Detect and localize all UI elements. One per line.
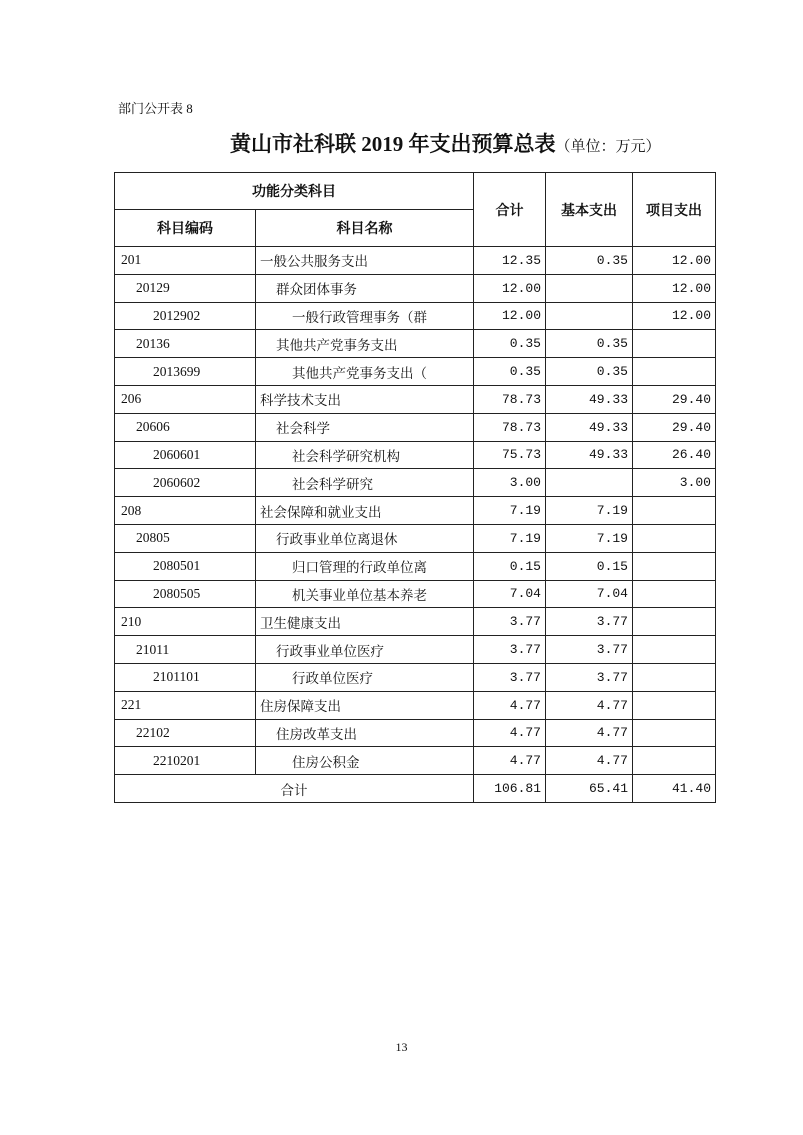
table-row xyxy=(115,552,716,580)
cell-basic: 4.77 xyxy=(546,747,633,775)
cell-total: 4.77 xyxy=(474,747,546,775)
cell-name: 社会保障和就业支出 xyxy=(256,497,474,525)
cell-name: 其他共产党事务支出（ xyxy=(256,358,474,386)
cell-code: 2210201 xyxy=(115,747,256,775)
budget-table xyxy=(114,172,716,803)
cell-basic: 3.77 xyxy=(546,663,633,691)
cell-basic: 49.33 xyxy=(546,413,633,441)
cell-code: 221 xyxy=(115,691,256,719)
total-row xyxy=(115,775,716,803)
cell-basic: 49.33 xyxy=(546,441,633,469)
cell-project xyxy=(633,691,716,719)
table-row xyxy=(115,247,716,275)
cell-project: 26.40 xyxy=(633,441,716,469)
cell-project xyxy=(633,608,716,636)
table-row xyxy=(115,330,716,358)
cell-name: 其他共产党事务支出 xyxy=(256,330,474,358)
total-sum: 106.81 xyxy=(474,775,546,803)
table-row xyxy=(115,358,716,386)
table-row xyxy=(115,469,716,497)
cell-name: 一般行政管理事务（群 xyxy=(256,302,474,330)
cell-code: 20805 xyxy=(115,524,256,552)
cell-total: 0.35 xyxy=(474,358,546,386)
cell-total: 3.77 xyxy=(474,608,546,636)
table-row xyxy=(115,441,716,469)
cell-basic: 7.19 xyxy=(546,497,633,525)
cell-basic xyxy=(546,469,633,497)
cell-code: 2060602 xyxy=(115,469,256,497)
unit-label: （单位：万元） xyxy=(555,139,661,155)
total-project: 41.40 xyxy=(633,775,716,803)
cell-project xyxy=(633,580,716,608)
cell-name: 社会科学研究机构 xyxy=(256,441,474,469)
cell-code: 206 xyxy=(115,385,256,413)
cell-code: 20129 xyxy=(115,274,256,302)
cell-total: 12.35 xyxy=(474,247,546,275)
cell-name: 一般公共服务支出 xyxy=(256,247,474,275)
cell-project: 12.00 xyxy=(633,247,716,275)
cell-name: 归口管理的行政单位离 xyxy=(256,552,474,580)
title-text: 黄山市社科联 2019 年支出预算总表 xyxy=(230,132,556,156)
cell-project: 12.00 xyxy=(633,302,716,330)
cell-project xyxy=(633,497,716,525)
cell-project xyxy=(633,747,716,775)
table-row xyxy=(115,608,716,636)
cell-total: 7.19 xyxy=(474,497,546,525)
cell-total: 78.73 xyxy=(474,385,546,413)
page-title xyxy=(230,128,661,158)
cell-project xyxy=(633,524,716,552)
cell-basic xyxy=(546,302,633,330)
cell-project xyxy=(633,358,716,386)
cell-project xyxy=(633,552,716,580)
cell-basic: 0.35 xyxy=(546,330,633,358)
cell-total: 3.00 xyxy=(474,469,546,497)
cell-basic: 3.77 xyxy=(546,636,633,664)
header-total: 合计 xyxy=(474,173,546,247)
table-row xyxy=(115,524,716,552)
cell-total: 7.19 xyxy=(474,524,546,552)
cell-project xyxy=(633,330,716,358)
cell-code: 2080505 xyxy=(115,580,256,608)
cell-code: 2080501 xyxy=(115,552,256,580)
cell-total: 4.77 xyxy=(474,691,546,719)
cell-basic: 7.04 xyxy=(546,580,633,608)
cell-basic: 0.15 xyxy=(546,552,633,580)
header-group: 功能分类科目 xyxy=(115,173,474,210)
cell-code: 2060601 xyxy=(115,441,256,469)
cell-project xyxy=(633,663,716,691)
header-basic: 基本支出 xyxy=(546,173,633,247)
table-row xyxy=(115,747,716,775)
cell-code: 208 xyxy=(115,497,256,525)
document-label: 部门公开表 8 xyxy=(118,101,193,116)
cell-basic: 4.77 xyxy=(546,691,633,719)
cell-total: 3.77 xyxy=(474,663,546,691)
cell-name: 社会科学研究 xyxy=(256,469,474,497)
header-row xyxy=(115,173,716,210)
cell-name: 行政事业单位医疗 xyxy=(256,636,474,664)
cell-code: 20136 xyxy=(115,330,256,358)
cell-basic: 7.19 xyxy=(546,524,633,552)
cell-total: 12.00 xyxy=(474,274,546,302)
cell-name: 住房改革支出 xyxy=(256,719,474,747)
cell-basic: 0.35 xyxy=(546,247,633,275)
cell-name: 行政事业单位离退休 xyxy=(256,524,474,552)
cell-name: 卫生健康支出 xyxy=(256,608,474,636)
cell-code: 210 xyxy=(115,608,256,636)
total-basic: 65.41 xyxy=(546,775,633,803)
cell-total: 0.35 xyxy=(474,330,546,358)
cell-name: 住房公积金 xyxy=(256,747,474,775)
page-number: 13 xyxy=(395,1040,408,1054)
cell-basic: 4.77 xyxy=(546,719,633,747)
cell-name: 社会科学 xyxy=(256,413,474,441)
table-row xyxy=(115,719,716,747)
cell-total: 3.77 xyxy=(474,636,546,664)
cell-code: 21011 xyxy=(115,636,256,664)
cell-total: 75.73 xyxy=(474,441,546,469)
table-row xyxy=(115,580,716,608)
cell-code: 20606 xyxy=(115,413,256,441)
cell-basic: 49.33 xyxy=(546,385,633,413)
header-name: 科目名称 xyxy=(256,210,474,247)
cell-name: 住房保障支出 xyxy=(256,691,474,719)
table-row xyxy=(115,413,716,441)
table-row xyxy=(115,663,716,691)
cell-total: 0.15 xyxy=(474,552,546,580)
cell-code: 2012902 xyxy=(115,302,256,330)
cell-project: 12.00 xyxy=(633,274,716,302)
cell-name: 行政单位医疗 xyxy=(256,663,474,691)
table-row xyxy=(115,302,716,330)
table-row xyxy=(115,274,716,302)
total-label: 合计 xyxy=(115,775,474,803)
cell-basic: 3.77 xyxy=(546,608,633,636)
cell-total: 7.04 xyxy=(474,580,546,608)
cell-project xyxy=(633,636,716,664)
table-row xyxy=(115,385,716,413)
cell-code: 2013699 xyxy=(115,358,256,386)
cell-total: 12.00 xyxy=(474,302,546,330)
cell-name: 科学技术支出 xyxy=(256,385,474,413)
cell-project: 29.40 xyxy=(633,385,716,413)
cell-name: 群众团体事务 xyxy=(256,274,474,302)
table-row xyxy=(115,497,716,525)
header-code: 科目编码 xyxy=(115,210,256,247)
cell-basic: 0.35 xyxy=(546,358,633,386)
table-row xyxy=(115,691,716,719)
table-row xyxy=(115,636,716,664)
header-project: 项目支出 xyxy=(633,173,716,247)
cell-total: 78.73 xyxy=(474,413,546,441)
cell-total: 4.77 xyxy=(474,719,546,747)
cell-code: 22102 xyxy=(115,719,256,747)
cell-project: 3.00 xyxy=(633,469,716,497)
cell-project: 29.40 xyxy=(633,413,716,441)
cell-basic xyxy=(546,274,633,302)
cell-code: 201 xyxy=(115,247,256,275)
cell-project xyxy=(633,719,716,747)
cell-name: 机关事业单位基本养老 xyxy=(256,580,474,608)
cell-code: 2101101 xyxy=(115,663,256,691)
